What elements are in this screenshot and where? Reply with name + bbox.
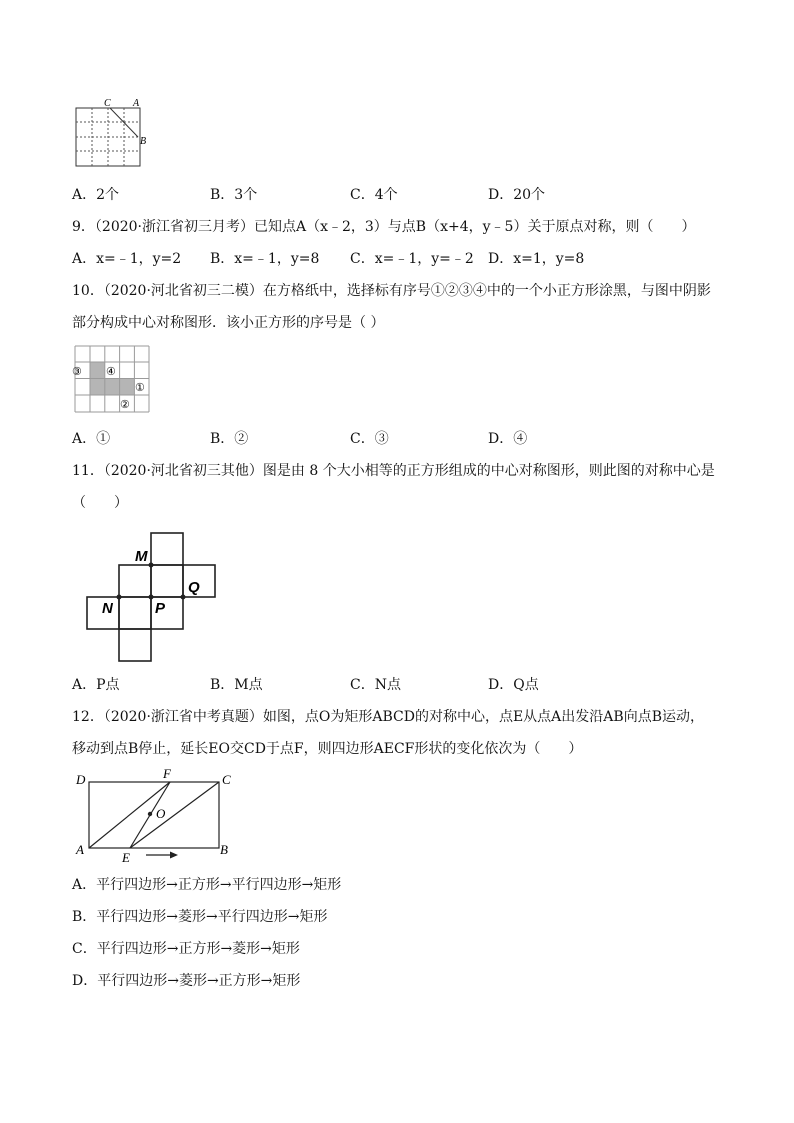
q8-option-b: B．3个 — [210, 187, 258, 203]
q10-option-c: C．③ — [350, 431, 389, 447]
q8-label-a: A — [133, 98, 140, 109]
q12-label-o: O — [156, 806, 166, 821]
q12-rectangle-figure — [72, 766, 238, 866]
q10-option-a: A．① — [72, 431, 111, 447]
q10-stem-line2: 部分构成中心对称图形．该小正方形的序号是（ ） — [72, 315, 385, 331]
q12-option-a: A．平行四边形→正方形→平行四边形→矩形 — [72, 877, 342, 893]
q10-label-1: ① — [135, 381, 145, 394]
q11-option-c: C．N点 — [350, 677, 401, 693]
q12-option-b: B．平行四边形→菱形→平行四边形→矩形 — [72, 909, 328, 925]
q11-stem-line2: （ ） — [72, 495, 128, 511]
q9-option-c: C．x=﹣1，y=﹣2 — [350, 251, 474, 267]
q9-option-a: A．x=﹣1，y=2 — [72, 251, 182, 267]
q10-stem-line1: 10．（2020·河北省初三二模）在方格纸中，选择标有序号①②③④中的一个小正方形涂黑，与图中阴影 — [72, 283, 711, 299]
q9-stem: 9．（2020·浙江省初三月考）已知点A（x﹣2，3）与点B（x+4，y﹣5）关于原点对称，则（ ） — [72, 219, 696, 235]
q12-label-e: E — [122, 850, 130, 865]
q12-label-d: D — [76, 772, 86, 787]
q8-option-d: D．20个 — [488, 187, 546, 203]
q11-label-n: N — [102, 600, 113, 617]
q9-option-d: D．x=1，y=8 — [488, 251, 585, 267]
q8-grid-figure — [70, 96, 154, 172]
q11-option-d: D．Q点 — [488, 677, 539, 693]
q10-label-4: ④ — [106, 365, 116, 378]
q12-option-d: D．平行四边形→菱形→正方形→矩形 — [72, 973, 301, 989]
q12-label-c: C — [222, 772, 231, 787]
q11-label-p: P — [155, 600, 166, 617]
q11-label-m: M — [135, 548, 148, 565]
q12-label-b: B — [220, 842, 228, 857]
q11-label-q: Q — [188, 579, 200, 596]
q9-option-b: B．x=﹣1，y=8 — [210, 251, 320, 267]
q12-stem-line2: 移动到点B停止，延长EO交CD于点F，则四边形AECF形状的变化依次为（ ） — [72, 741, 583, 757]
q10-grid-figure — [70, 344, 152, 414]
q10-option-d: D．④ — [488, 431, 528, 447]
q8-label-c: C — [104, 98, 111, 109]
q11-stem-line1: 11．（2020·河北省初三其他）图是由 8 个大小相等的正方形组成的中心对称图形，则此图的对称中心是 — [72, 463, 715, 479]
q12-option-c: C．平行四边形→正方形→菱形→矩形 — [72, 941, 300, 957]
q10-label-3: ③ — [72, 365, 82, 378]
q8-option-a: A．2个 — [72, 187, 120, 203]
q10-option-b: B．② — [210, 431, 249, 447]
q10-label-2: ② — [120, 398, 130, 411]
q8-option-c: C．4个 — [350, 187, 398, 203]
q11-option-a: A．P点 — [72, 677, 120, 693]
q8-label-b: B — [140, 136, 147, 147]
q12-label-a: A — [76, 842, 84, 857]
q11-squares-figure — [82, 528, 222, 662]
q12-label-f: F — [163, 766, 171, 781]
q12-stem-line1: 12．（2020·浙江省中考真题）如图，点O为矩形ABCD的对称中心，点E从点A出发沿AB向点B运动， — [72, 709, 704, 725]
q11-option-b: B．M点 — [210, 677, 263, 693]
